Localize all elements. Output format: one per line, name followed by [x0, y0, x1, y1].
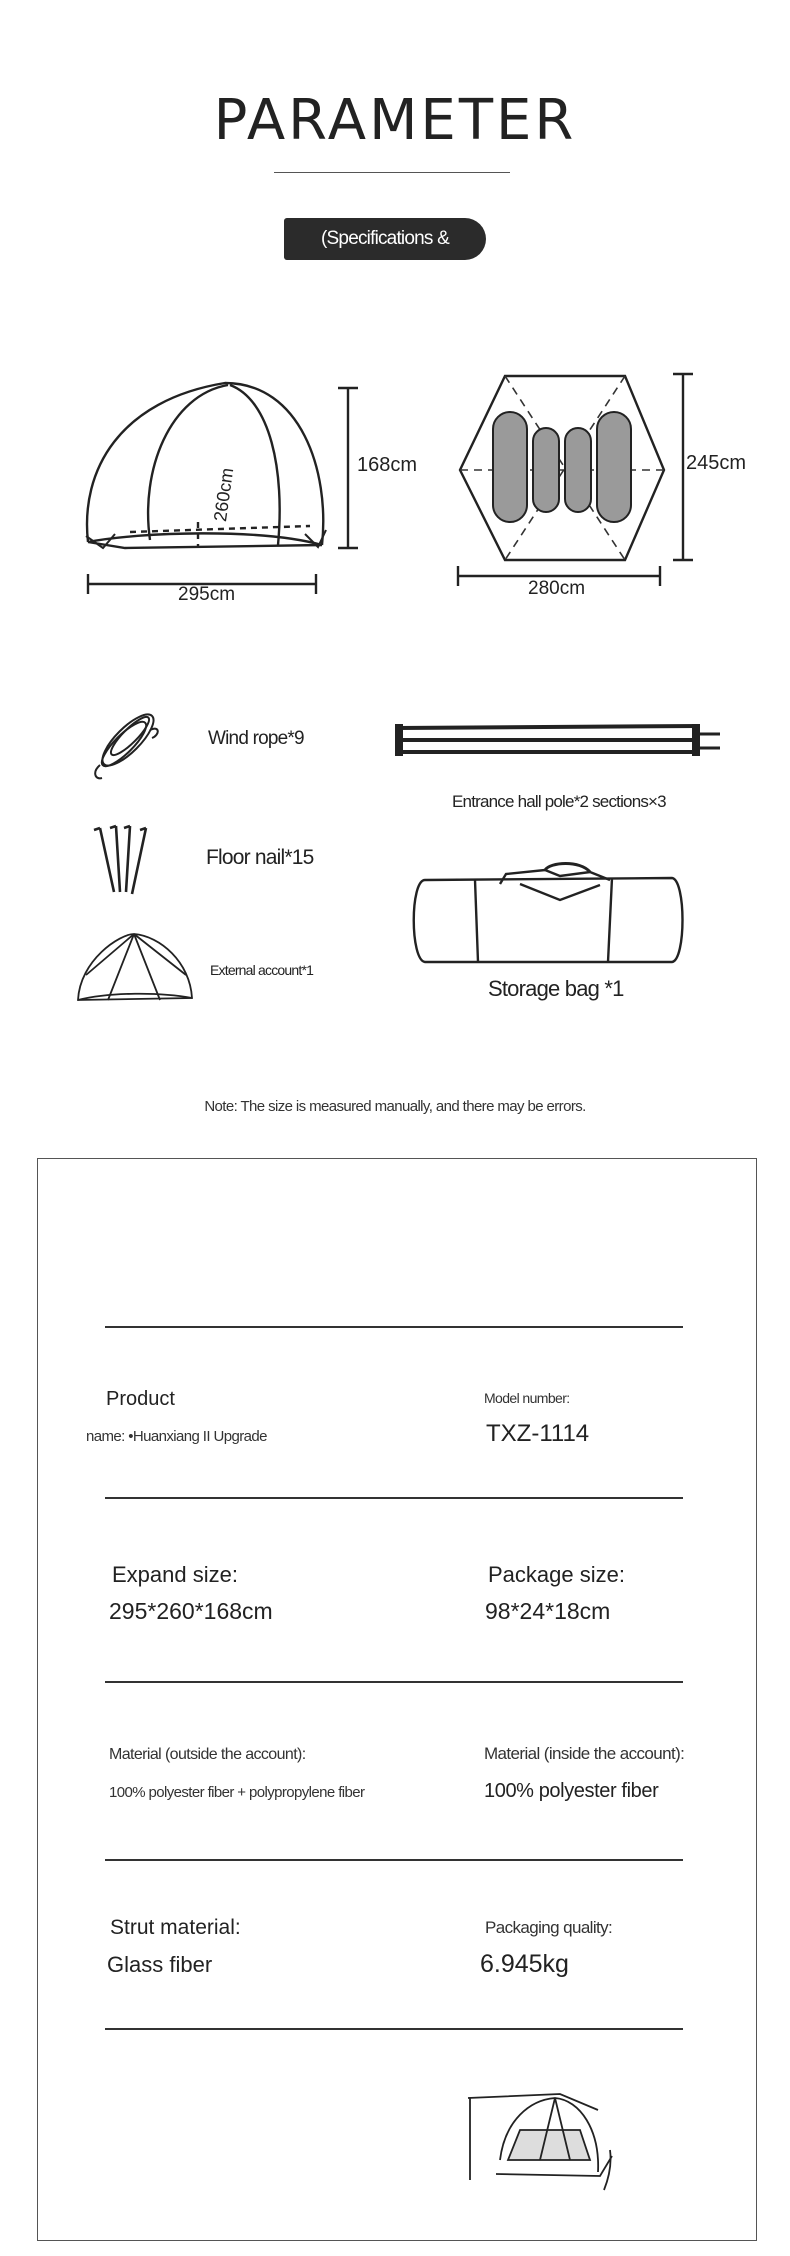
- material-outside-label: Material (outside the account):: [109, 1746, 306, 1763]
- expand-size-value: 295*260*168cm: [109, 1598, 273, 1624]
- storage-bag-label: Storage bag *1: [488, 976, 624, 1001]
- strut-material-label: Strut material:: [110, 1916, 241, 1939]
- dome-depth-label: 260cm: [210, 466, 238, 523]
- strut-material-value: Glass fiber: [107, 1952, 213, 1977]
- material-outside-value: 100% polyester fiber + polypropylene fiber: [109, 1784, 365, 1801]
- subtitle-badge: (Specifications & parameters: [284, 218, 486, 260]
- material-inside-value: 100% polyester fiber: [484, 1780, 659, 1802]
- packaging-quality-label: Packaging quality:: [485, 1918, 613, 1937]
- page-title: PARAMETER: [213, 88, 577, 153]
- expand-size-label: Expand size:: [112, 1562, 238, 1587]
- material-inside-label: Material (inside the account):: [484, 1744, 685, 1763]
- model-value: TXZ-1114: [486, 1420, 590, 1447]
- measurement-note: Note: The size is measured manually, and there may be errors.: [204, 1098, 586, 1115]
- model-label: Model number:: [484, 1390, 570, 1406]
- wind-rope-label: Wind rope*9: [208, 728, 304, 749]
- hex-width-label: 280cm: [528, 578, 586, 599]
- package-size-label: Package size:: [488, 1562, 625, 1587]
- product-label: Product: [106, 1388, 175, 1410]
- floor-nail-label: Floor nail*15: [206, 846, 314, 869]
- dome-height-label: 168cm: [357, 454, 418, 476]
- dome-width-label: 295cm: [178, 584, 236, 605]
- entrance-pole-label: Entrance hall pole*2 sections×3: [452, 792, 666, 811]
- product-name: name: •Huanxiang II Upgrade: [86, 1428, 267, 1445]
- packaging-quality-value: 6.945kg: [480, 1950, 569, 1978]
- external-account-label: External account*1: [210, 962, 314, 978]
- hex-height-label: 245cm: [686, 452, 747, 474]
- package-size-value: 98*24*18cm: [485, 1598, 611, 1624]
